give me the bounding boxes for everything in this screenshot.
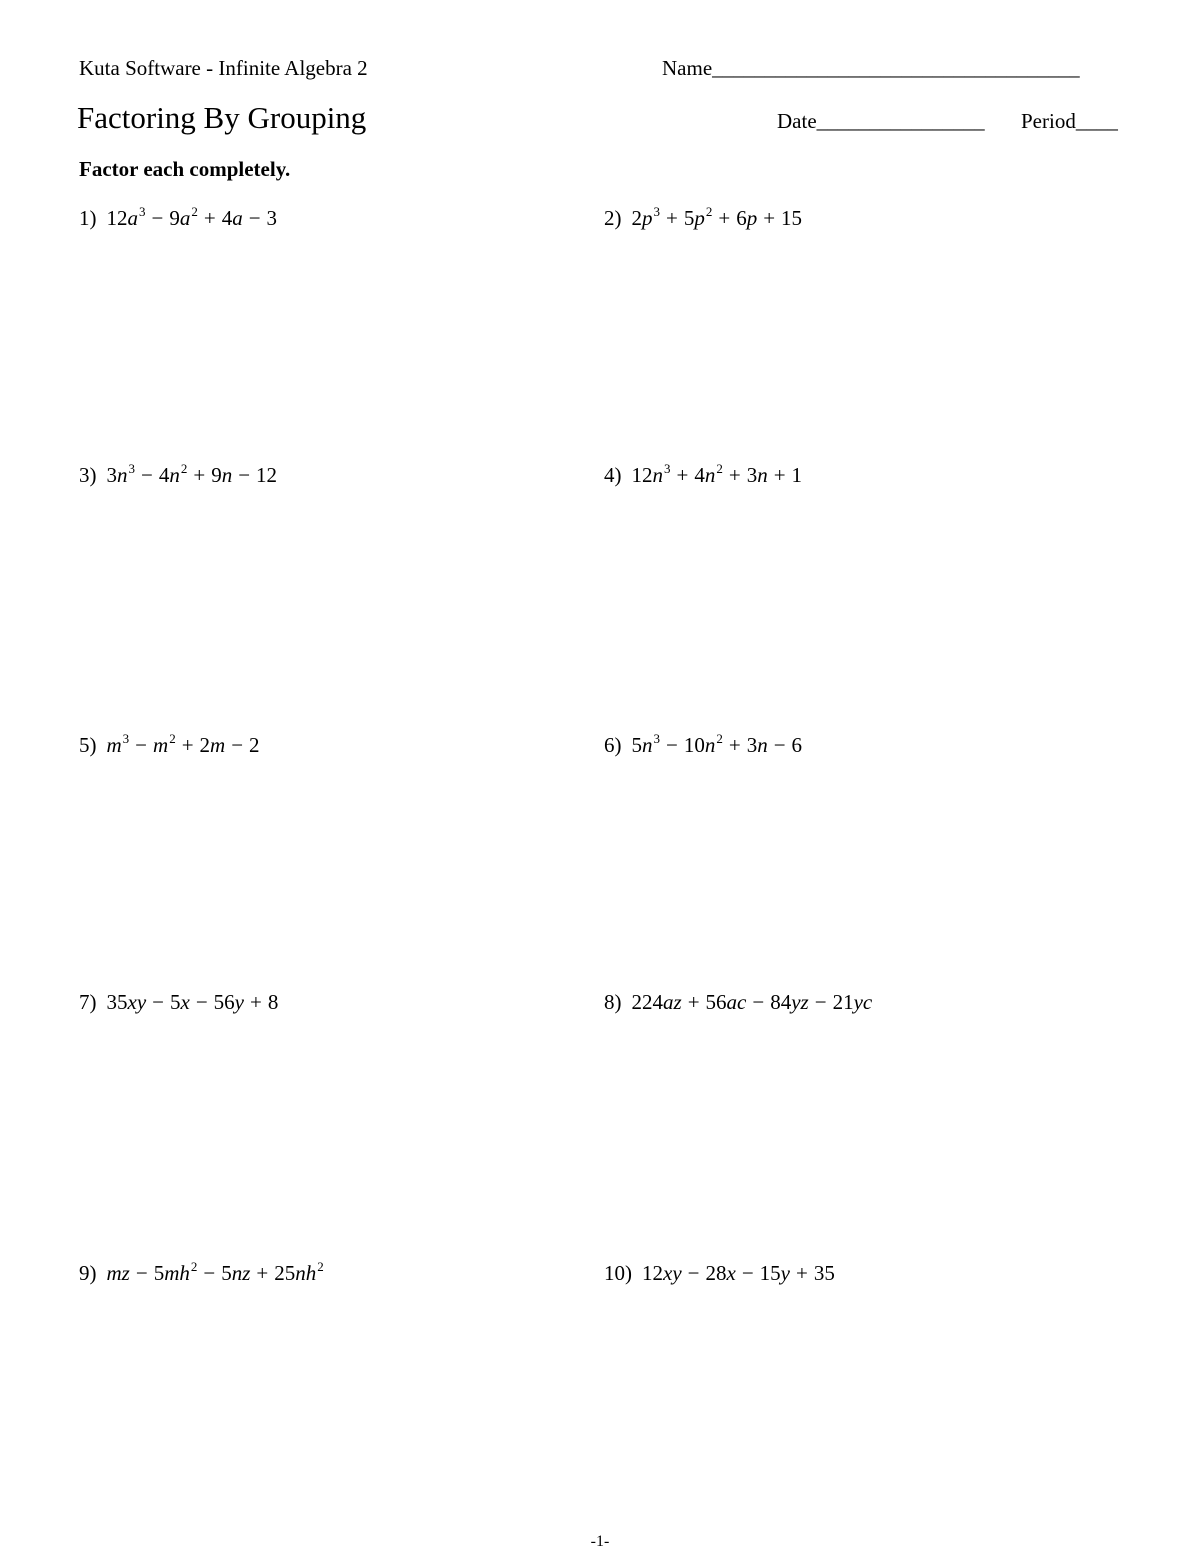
publisher-label: Kuta Software - Infinite Algebra 2 — [79, 56, 368, 80]
problem-expression: $2p^3 + 5p^2 + 6p + 15$ — [631, 204, 803, 230]
problem-expression: $5n^3 - 10n^2 + 3n - 6$ — [631, 731, 803, 757]
worksheet-title: Factoring By Grouping — [77, 100, 367, 135]
problem-6 — [604, 733, 802, 758]
problem-number: 6) — [604, 733, 622, 757]
problem-2 — [604, 206, 802, 231]
problem-4 — [604, 463, 802, 488]
instructions: Factor each completely. — [79, 157, 291, 181]
problem-expression: $3n^3 - 4n^2 + 9n - 12$ — [106, 461, 278, 487]
problem-expression: $m^3 - m^2 + 2m - 2$ — [106, 731, 260, 757]
problem-1 — [79, 206, 277, 231]
problem-expression: 224az + 56ac − 84yz − 21yc — [631, 990, 873, 1014]
period-field: Period____ — [1021, 109, 1118, 133]
problem-expression: 35xy − 5x − 56y + 8 — [106, 990, 279, 1014]
problem-expression: $12n^3 + 4n^2 + 3n + 1$ — [631, 461, 803, 487]
problem-number: 2) — [604, 206, 622, 230]
problem-number: 9) — [79, 1261, 97, 1285]
problem-number: 10) — [604, 1261, 632, 1285]
problem-number: 5) — [79, 733, 97, 757]
problem-9 — [79, 1261, 324, 1286]
problem-8 — [604, 990, 872, 1015]
problem-10 — [604, 1261, 835, 1286]
problem-expression: mz − $5mh^2 - 5nz + 25nh^2$ — [106, 1259, 324, 1285]
problem-expression: $12a^3 - 9a^2 + 4a - 3$ — [106, 204, 278, 230]
problem-number: 7) — [79, 990, 97, 1014]
problem-number: 1) — [79, 206, 97, 230]
problem-expression: 12xy − 28x − 15y + 35 — [642, 1261, 835, 1285]
problem-number: 3) — [79, 463, 97, 487]
name-field: Name___________________________________ — [662, 56, 1080, 80]
problem-3 — [79, 463, 277, 488]
problem-7 — [79, 990, 278, 1015]
date-field: Date________________ — [777, 109, 985, 133]
page-number: -1- — [590, 1533, 610, 1550]
problem-number: 8) — [604, 990, 622, 1014]
problem-number: 4) — [604, 463, 622, 487]
problem-5 — [79, 733, 260, 758]
